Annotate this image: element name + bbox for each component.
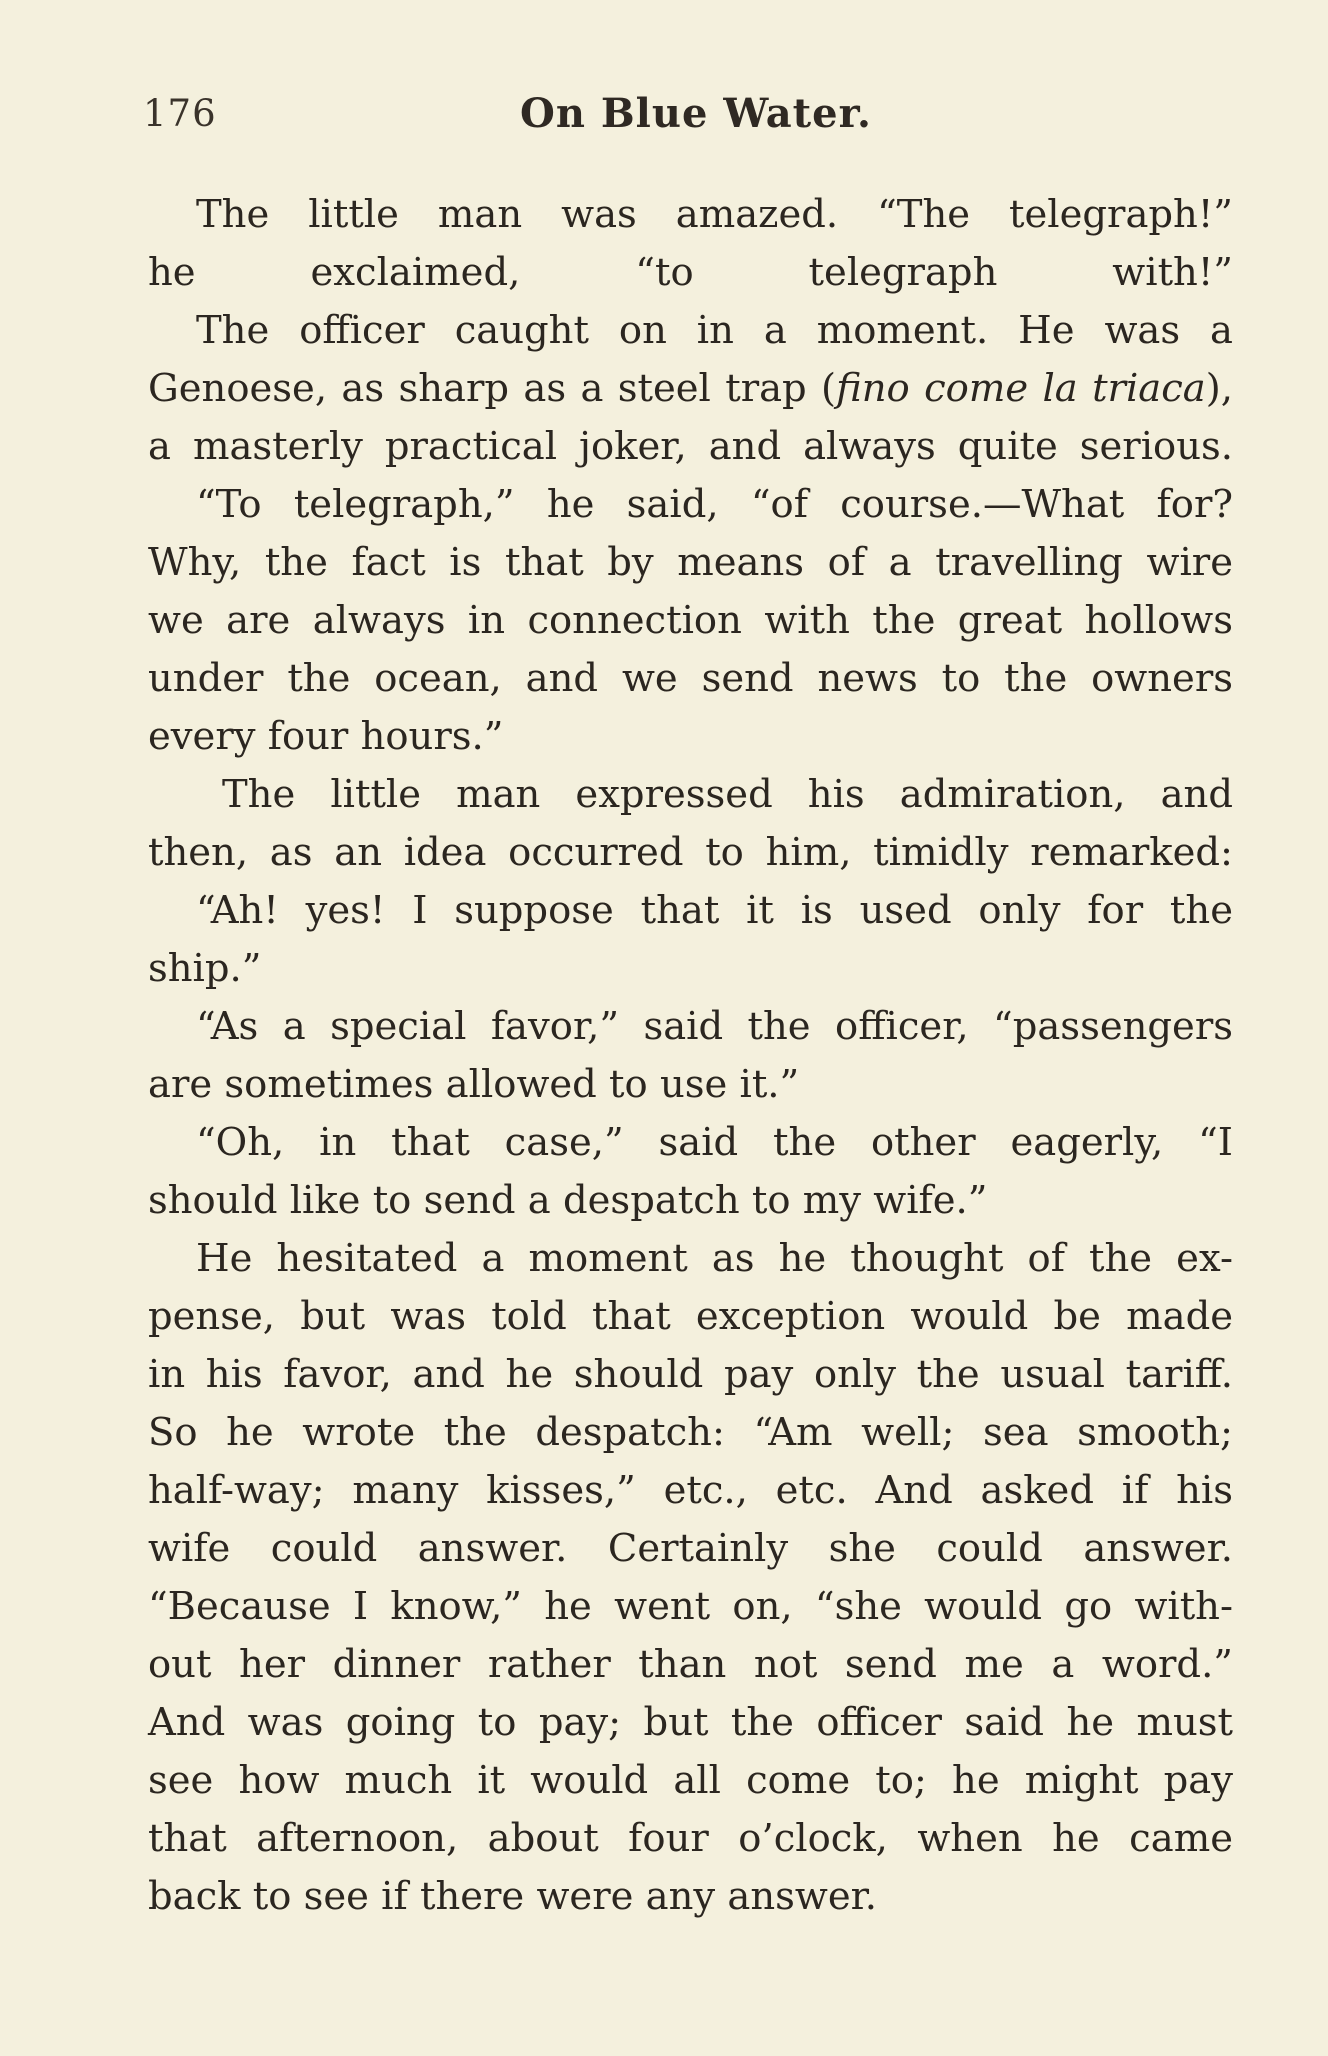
text-line: “Ah! yes! I suppose that it is used only for the <box>196 888 1233 933</box>
text-line <box>148 360 1233 418</box>
text-line: out her dinner rather than not send me a word.” <box>148 1642 1233 1687</box>
text-line: then, as an idea occurred to him, timidly remarked: <box>148 830 1233 875</box>
text-line: back to see if there were any answer. <box>148 1874 878 1919</box>
text-line: “As a special favor,” said the officer, “passengers <box>196 1004 1233 1049</box>
running-head: On Blue Water. <box>520 90 872 137</box>
text-line: The little man was amazed. “The telegraph!” <box>196 192 1233 237</box>
text-line: that afternoon, about four o’clock, when he came <box>148 1816 1233 1861</box>
text-line: under the ocean, and we send news to the owners <box>148 656 1233 701</box>
text-line: we are always in connection with the great hollows <box>148 598 1233 643</box>
text-line: He hesitated a moment as he thought of the ex- <box>196 1236 1233 1281</box>
text-line: wife could answer. Certainly she could answer. <box>148 1526 1233 1571</box>
text-line: “Because I know,” he went on, “she would go with- <box>148 1584 1233 1629</box>
text-line: pense, but was told that exception would be made <box>148 1294 1233 1339</box>
body-text <box>148 186 1233 1926</box>
text-line: see how much it would all come to; he might pay <box>148 1758 1233 1803</box>
text-line: The officer caught on in a moment. He was a <box>196 308 1233 353</box>
text-line: So he wrote the despatch: “Am well; sea smooth; <box>148 1410 1233 1455</box>
text-line: “Oh, in that case,” said the other eagerly, “I <box>196 1120 1233 1165</box>
italic-phrase: fino come la triaca <box>836 366 1206 411</box>
text-line: a masterly practical joker, and always quite serious. <box>148 424 1233 469</box>
text-line: And was going to pay; but the officer said he must <box>148 1700 1233 1745</box>
text-line: every four hours.” <box>148 714 504 759</box>
text-line-end: ), <box>1205 366 1234 411</box>
text-line-start: Genoese, as sharp as a steel trap ( <box>148 366 837 411</box>
text-line: are sometimes allowed to use it.” <box>148 1062 800 1107</box>
page-number: 176 <box>143 92 217 135</box>
text-line: Why, the fact is that by means of a travelling wire <box>148 540 1233 585</box>
text-line: half-way; many kisses,” etc., etc. And asked if his <box>148 1468 1233 1513</box>
text-line: he exclaimed, “to telegraph with!” <box>148 250 1233 295</box>
text-line: should like to send a despatch to my wife.” <box>148 1178 988 1223</box>
text-line: The little man expressed his admiration, and <box>222 772 1233 817</box>
text-line: ship.” <box>148 946 262 991</box>
text-line: in his favor, and he should pay only the usual tariff. <box>148 1352 1233 1397</box>
text-line: “To telegraph,” he said, “of course.—What for? <box>196 482 1233 527</box>
